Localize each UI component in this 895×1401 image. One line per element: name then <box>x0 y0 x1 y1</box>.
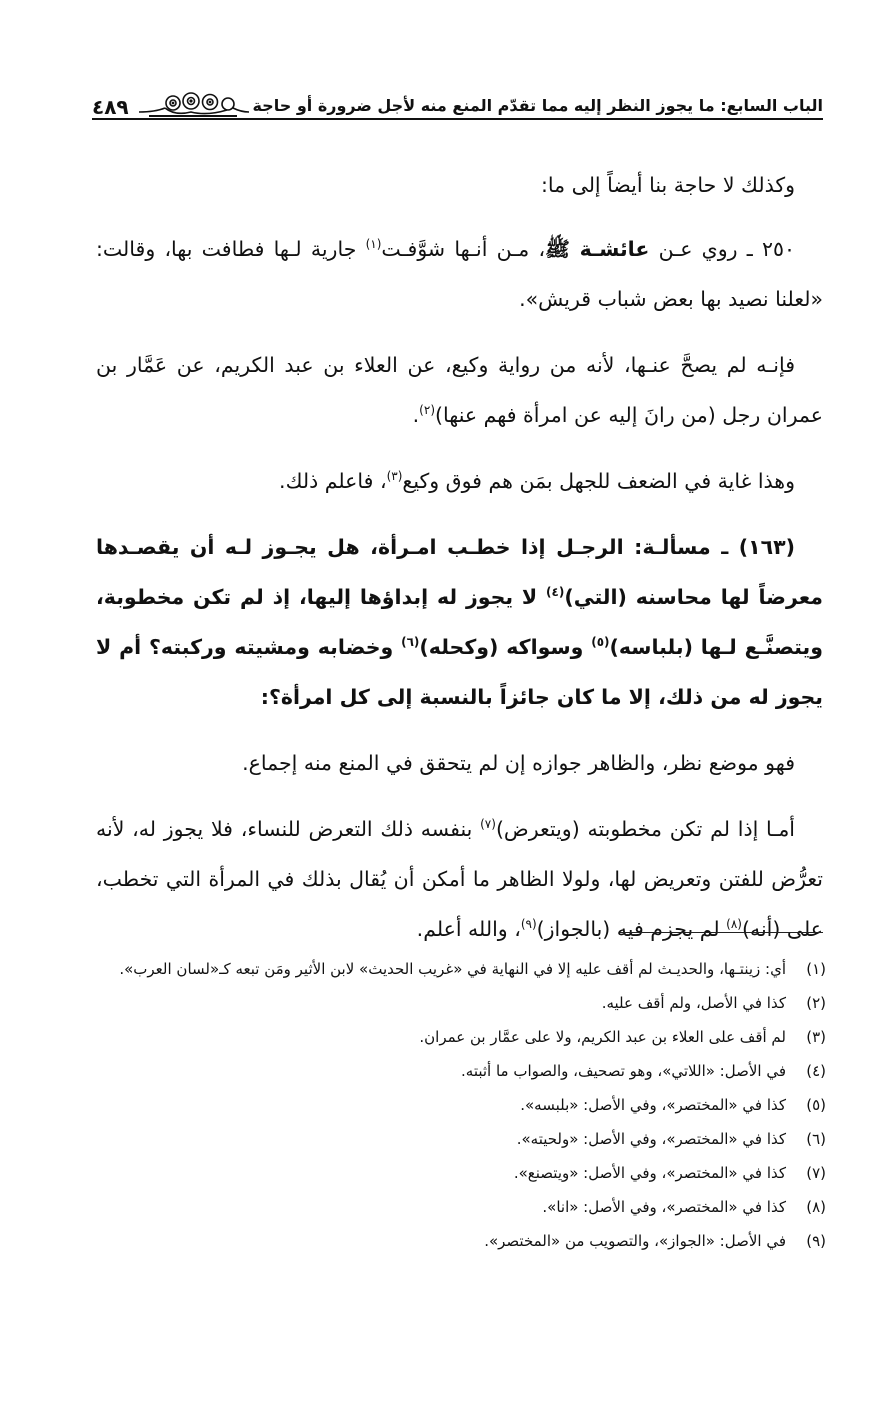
footnote-6 <box>96 1122 826 1156</box>
question-text-g: وخضابه ومشيته وركبته؟ أم لا يجوز له من ذلك، إلا ما كان جائزاً بالنسبة إلى كل امرأة؟: <box>96 635 823 709</box>
footnote-ref-2: (٢) <box>419 403 435 418</box>
main-text <box>96 160 823 970</box>
paragraph-2-text-c: ، مـن أنـها شوَّفـت <box>381 237 546 261</box>
footnote-separator <box>620 932 823 933</box>
paragraph-2-text-a: ٢٥٠ ـ روي عـن <box>649 237 795 261</box>
footnote-text: في الأصل: «اللاتي»، وهو تصحيف، والصواب ما أثبته. <box>461 1062 786 1080</box>
question-text-a: (١٦٣) ـ مسألـة: الرجـل إذا خطـب امـرأة، هل يجـوز لـه أن يقصـدها معرضاً لها محاسنه (التي) <box>96 535 823 609</box>
footnote-text: كذا في «المختصر»، وفي الأصل: «بلبسه». <box>520 1096 786 1114</box>
footnote-ref-1: (١) <box>365 237 382 252</box>
footnote-7 <box>96 1156 826 1190</box>
footnote-2 <box>96 986 826 1020</box>
question-text-c: لا يجوز له إبداؤها إليها، إذ لم تكن مخطوبة، ويتصنَّـع لـها (بلباسه) <box>96 585 823 659</box>
footnote-ref-9: (٩) <box>520 917 537 932</box>
footnote-5 <box>96 1088 826 1122</box>
footnote-text: كذا في «المختصر»، وفي الأصل: «انا». <box>542 1198 786 1216</box>
footnote-number: (٨) <box>806 1198 826 1216</box>
paragraph-6: فهو موضع نظر، والظاهر جوازه إن لم يتحقق في المنع منه إجماع. <box>242 751 795 775</box>
paragraph-2 <box>96 224 823 324</box>
footnote-8 <box>96 1190 826 1224</box>
footnote-text: أي: زينتـها، والحديـث لم أقف عليه إلا في النهاية في «غريب الحديث» لابن الأثير ومَن تبعه كـ«لسان العرب». <box>119 960 786 978</box>
paragraph-7-text-g: ، والله أعلم. <box>416 917 521 941</box>
footnote-text: كذا في «المختصر»، وفي الأصل: «ويتصنع». <box>513 1164 786 1182</box>
footnote-number: (٩) <box>806 1232 826 1250</box>
footnote-9 <box>96 1224 826 1258</box>
footnote-number: (١) <box>806 960 826 978</box>
paragraph-7-text-a: أمـا إذا لم تكن مخطوبته (ويتعرض) <box>495 817 795 841</box>
footnote-number: (٢) <box>806 994 826 1012</box>
name-aisha: عائشـة ﷺ <box>545 237 650 261</box>
running-header <box>92 82 823 118</box>
footnote-text: في الأصل: «الجواز»، والتصويب من «المختصر». <box>484 1232 786 1250</box>
footnote-4 <box>96 1054 826 1088</box>
paragraph-3-text-a: فإنـه لم يصحَّ عنـها، لأنه من رواية وكيع، عن العلاء بن عبد الكريم، عن عَمَّار بن عمران رجل (من رانَ إليه عن امرأة فهم عنها) <box>96 353 823 427</box>
footnotes <box>96 952 826 1258</box>
footnote-text: لم أقف على العلاء بن عبد الكريم، ولا على عمَّار بن عمران. <box>419 1028 786 1046</box>
question-paragraph <box>96 522 823 722</box>
paragraph-4 <box>96 456 823 506</box>
footnote-text: كذا في «المختصر»، وفي الأصل: «ولحيته». <box>516 1130 786 1148</box>
header-left-group <box>92 88 251 118</box>
footnote-number: (٥) <box>806 1096 826 1114</box>
footnote-ref-6: (٦) <box>401 635 420 650</box>
footnote-ref-3: (٣) <box>386 469 403 484</box>
footnote-1 <box>96 952 826 986</box>
paragraph-7-text-e: لم يجزم فيه (بالجواز) <box>536 917 727 941</box>
footnote-ref-5: (٥) <box>591 635 610 650</box>
footnote-ref-7: (٧) <box>480 817 496 832</box>
footnote-3 <box>96 1020 826 1054</box>
paragraph-7-text-c: بنفسه ذلك التعرض للنساء، فلا يجوز له، لأنه تعرُّض للفتن وتعريض لها، ولولا الظاهر ما أمكن أن يُقال بذلك في المرأة التي تخطب، على (أنه) <box>96 817 823 941</box>
paragraph-1: وكذلك لا حاجة بنا أيضاً إلى ما: <box>540 173 795 197</box>
ornament-icon <box>135 88 251 118</box>
paragraph-3-text-c: . <box>412 403 420 427</box>
paragraph-2-text-e: جارية لـها فطافت بها، وقالت: «لعلنا نصيد بها بعض شباب قريش». <box>96 237 823 311</box>
question-text-e: وسواكه (وكحله) <box>419 635 592 659</box>
chapter-title: الباب السابع: ما يجوز النظر إليه مما تقدّم المنع منه لأجل ضرورة أو حاجة <box>252 96 823 115</box>
footnote-number: (٣) <box>806 1028 826 1046</box>
paragraph-3 <box>96 340 823 440</box>
footnote-number: (٧) <box>806 1164 826 1182</box>
paragraph-4-text-c: ، فاعلم ذلك. <box>279 469 387 493</box>
footnote-ref-4: (٤) <box>546 585 565 600</box>
footnote-number: (٤) <box>806 1062 826 1080</box>
footnote-ref-8: (٨) <box>726 917 742 932</box>
paragraph-4-text-a: وهذا غاية في الضعف للجهل بمَن هم فوق وكيع <box>402 469 795 493</box>
header-rule <box>92 118 823 120</box>
footnote-text: كذا في الأصل، ولم أقف عليه. <box>601 994 786 1012</box>
page-number: ٤٨٩ <box>92 95 129 119</box>
footnote-number: (٦) <box>806 1130 826 1148</box>
